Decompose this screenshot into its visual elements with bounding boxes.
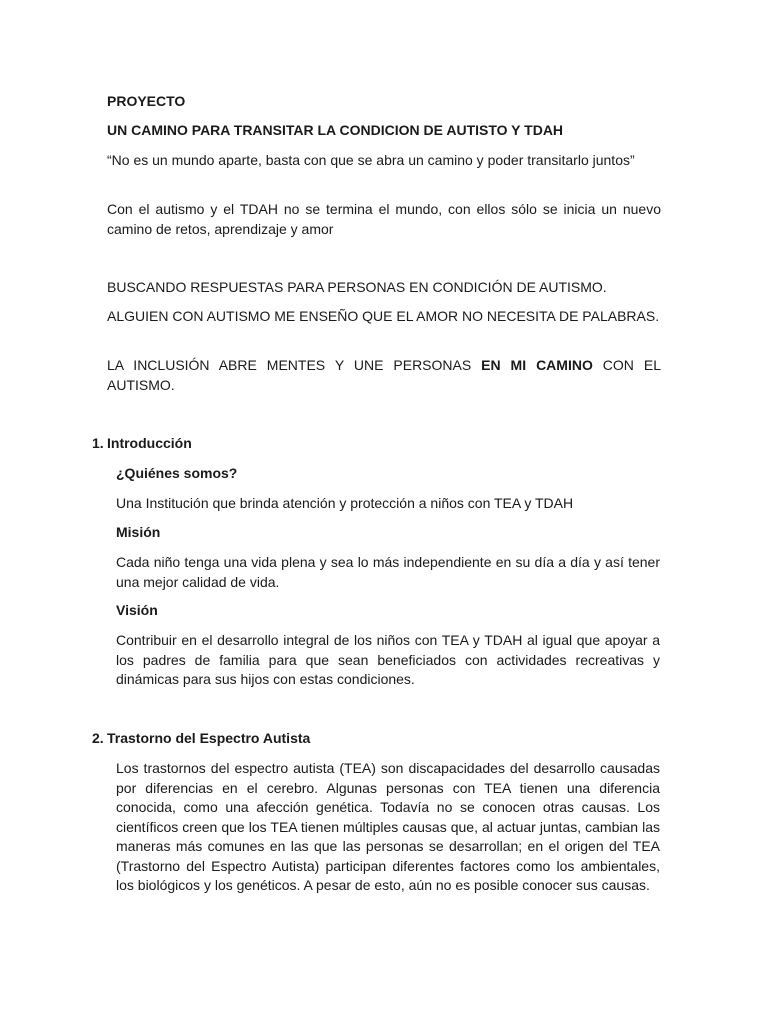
vision-text: Contribuir en el desarrollo integral de los niños con TEA y TDAH al igual que apoyar a los padres de familia para que sean beneficiados con actividades recreativas y dinámicas para sus hijos con estas condiciones. xyxy=(116,632,660,687)
section-2-heading: Trastorno del Espectro Autista xyxy=(107,730,311,746)
slogan-3-end: CON EL AUTISMO. xyxy=(107,357,661,393)
project-intro: Con el autismo y el TDAH no se termina el mundo, con ellos sólo se inicia un nuevo camino de retos, aprendizaje y amor xyxy=(107,201,661,237)
who-text: Una Institución que brinda atención y protección a niños con TEA y TDAH xyxy=(116,495,574,511)
slogan-3 xyxy=(107,356,661,395)
section-2-number: 2. xyxy=(92,730,104,746)
section-1-heading: Introducción xyxy=(107,435,192,451)
section-1-number: 1. xyxy=(92,435,104,451)
slogan-3-emphasis: EN MI CAMINO xyxy=(481,357,593,373)
project-label: PROYECTO xyxy=(107,93,186,109)
mission-heading: Misión xyxy=(116,524,161,540)
slogan-3-start: LA INCLUSIÓN ABRE MENTES Y UNE PERSONAS xyxy=(107,357,482,373)
project-title: UN CAMINO PARA TRANSITAR LA CONDICION DE AUTISTO Y TDAH xyxy=(107,122,564,138)
project-quote: “No es un mundo aparte, basta con que se abra un camino y poder transitarlo juntos” xyxy=(107,152,635,168)
slogan-1: BUSCANDO RESPUESTAS PARA PERSONAS EN CONDICIÓN DE AUTISMO. xyxy=(107,279,607,295)
who-heading: ¿Quiénes somos? xyxy=(116,465,238,481)
slogan-2: ALGUIEN CON AUTISMO ME ENSEÑO QUE EL AMOR NO NECESITA DE PALABRAS. xyxy=(107,308,660,324)
section-2-text: Los trastornos del espectro autista (TEA) son discapacidades del desarrollo causadas por diferencias en el cerebro. Algunas personas con TEA tienen una diferencia conocida, como una afección genética. Todavía no se conocen otras causas. Los científicos creen que los TEA tienen múltiples causas que, al actuar juntas, cambian las maneras más comunes en las que las personas se desarrollan; en el origen del TEA (Trastorno del Espectro Autista) participan diferentes factores como los ambientales, los biológicos y los genéticos. A pesar de esto, aún no es posible conocer sus causas. xyxy=(116,760,660,893)
vision-heading: Visión xyxy=(116,602,158,618)
mission-text: Cada niño tenga una vida plena y sea lo más independiente en su día a día y así tener una mejor calidad de vida. xyxy=(116,554,660,590)
